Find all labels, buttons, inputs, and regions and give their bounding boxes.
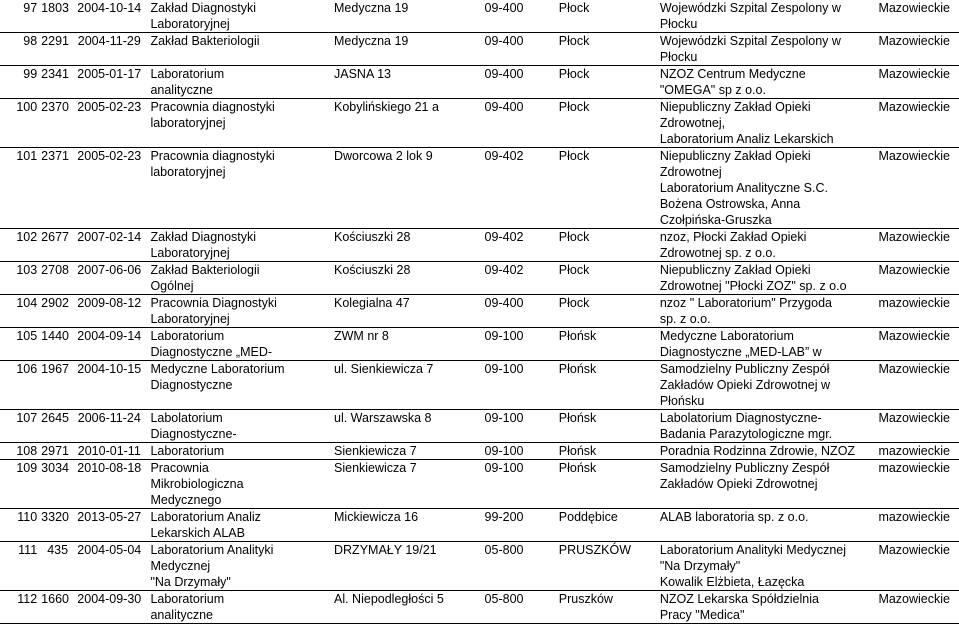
table-row xyxy=(0,99,959,148)
voivodeship-cell: mazowieckie xyxy=(876,295,959,328)
registry-id-cell: 3320 xyxy=(39,509,70,542)
voivodeship-cell: mazowieckie xyxy=(876,443,959,460)
voivodeship-cell: Mazowieckie xyxy=(876,361,959,410)
table-row xyxy=(0,410,959,443)
registry-id-cell: 1440 xyxy=(39,328,70,361)
registry-id-cell: 3034 xyxy=(39,460,70,509)
address-cell: Sienkiewicza 7 xyxy=(332,443,483,460)
lab-name-cell: Laboratorium analityczne xyxy=(148,66,332,99)
registry-id-cell: 2370 xyxy=(39,99,70,148)
organization-cell: Labolatorium Diagnostyczne- Badania Parazytologiczne mgr. xyxy=(658,410,877,443)
city-cell: Płock xyxy=(557,229,658,262)
voivodeship-cell: mazowieckie xyxy=(876,509,959,542)
row-number-cell: 101 xyxy=(0,148,39,229)
postal-code-cell: 09-100 xyxy=(483,460,557,509)
address-cell: Kościuszki 28 xyxy=(332,229,483,262)
date-cell: 2005-02-23 xyxy=(70,99,148,148)
voivodeship-cell: Mazowieckie xyxy=(876,262,959,295)
address-cell: JASNA 13 xyxy=(332,66,483,99)
city-cell: Płońsk xyxy=(557,443,658,460)
date-cell: 2009-08-12 xyxy=(70,295,148,328)
registry-id-cell: 2708 xyxy=(39,262,70,295)
table-row xyxy=(0,66,959,99)
lab-name-cell: Laboratorium Diagnostyczne „MED- xyxy=(148,328,332,361)
table-row xyxy=(0,460,959,509)
lab-name-cell: Zakład Diagnostyki Laboratoryjnej xyxy=(148,0,332,33)
row-number-cell: 98 xyxy=(0,33,39,66)
date-cell: 2006-11-24 xyxy=(70,410,148,443)
date-cell: 2004-10-15 xyxy=(70,361,148,410)
lab-name-cell: Pracownia Diagnostyki Laboratoryjnej xyxy=(148,295,332,328)
voivodeship-cell: Mazowieckie xyxy=(876,328,959,361)
voivodeship-cell: Mazowieckie xyxy=(876,542,959,591)
lab-name-cell: Pracownia diagnostyki laboratoryjnej xyxy=(148,148,332,229)
lab-name-cell: Pracownia Mikrobiologiczna Medycznego xyxy=(148,460,332,509)
date-cell: 2007-02-14 xyxy=(70,229,148,262)
row-number-cell: 103 xyxy=(0,262,39,295)
row-number-cell: 105 xyxy=(0,328,39,361)
address-cell: Sienkiewicza 7 xyxy=(332,460,483,509)
city-cell: Poddębice xyxy=(557,509,658,542)
organization-cell: Laboratorium Analityki Medycznej "Na Drzymały" Kowalik Elżbieta, Łazęcka xyxy=(658,542,877,591)
registry-id-cell: 435 xyxy=(39,542,70,591)
postal-code-cell: 09-400 xyxy=(483,99,557,148)
address-cell: Medyczna 19 xyxy=(332,0,483,33)
postal-code-cell: 09-400 xyxy=(483,295,557,328)
table-row xyxy=(0,0,959,33)
city-cell: Płońsk xyxy=(557,460,658,509)
city-cell: Płock xyxy=(557,262,658,295)
postal-code-cell: 09-100 xyxy=(483,443,557,460)
registry-id-cell: 2677 xyxy=(39,229,70,262)
date-cell: 2004-09-14 xyxy=(70,328,148,361)
registry-id-cell: 2645 xyxy=(39,410,70,443)
city-cell: Płock xyxy=(557,66,658,99)
lab-name-cell: Zakład Bakteriologii xyxy=(148,33,332,66)
date-cell: 2004-10-14 xyxy=(70,0,148,33)
address-cell: Medyczna 19 xyxy=(332,33,483,66)
table-row xyxy=(0,361,959,410)
address-cell: DRZYMAŁY 19/21 xyxy=(332,542,483,591)
organization-cell: Poradnia Rodzinna Zdrowie, NZOZ xyxy=(658,443,877,460)
address-cell: Kolegialna 47 xyxy=(332,295,483,328)
voivodeship-cell: Mazowieckie xyxy=(876,66,959,99)
address-cell: Kobylińskiego 21 a xyxy=(332,99,483,148)
address-cell: Kościuszki 28 xyxy=(332,262,483,295)
lab-name-cell: Laboratorium Analiz Lekarskich ALAB xyxy=(148,509,332,542)
table-row xyxy=(0,148,959,229)
lab-name-cell: Medyczne Laboratorium Diagnostyczne xyxy=(148,361,332,410)
postal-code-cell: 09-400 xyxy=(483,33,557,66)
table-row xyxy=(0,295,959,328)
lab-name-cell: Zakład Bakteriologii Ogólnej xyxy=(148,262,332,295)
postal-code-cell: 05-800 xyxy=(483,542,557,591)
city-cell: Płock xyxy=(557,33,658,66)
date-cell: 2004-11-29 xyxy=(70,33,148,66)
lab-name-cell: Labolatorium Diagnostyczne- xyxy=(148,410,332,443)
row-number-cell: 106 xyxy=(0,361,39,410)
row-number-cell: 97 xyxy=(0,0,39,33)
lab-name-cell: Zakład Diagnostyki Laboratoryjnej xyxy=(148,229,332,262)
city-cell: Płońsk xyxy=(557,328,658,361)
table-row xyxy=(0,262,959,295)
voivodeship-cell: Mazowieckie xyxy=(876,148,959,229)
table-row xyxy=(0,328,959,361)
lab-name-cell: Pracownia diagnostyki laboratoryjnej xyxy=(148,99,332,148)
organization-cell: NZOZ Lekarska Spółdzielnia Pracy "Medica" xyxy=(658,591,877,624)
registry-id-cell: 2971 xyxy=(41,444,69,458)
voivodeship-cell: Mazowieckie xyxy=(876,229,959,262)
row-number-cell: 111 xyxy=(0,542,39,591)
row-number-cell: 112 xyxy=(0,591,39,624)
address-cell: Dworcowa 2 lok 9 xyxy=(332,148,483,229)
voivodeship-cell: Mazowieckie xyxy=(876,591,959,624)
date-cell: 2004-05-04 xyxy=(70,542,148,591)
registry-id-cell: 1660 xyxy=(39,591,70,624)
registry-id-cell: 2371 xyxy=(39,148,70,229)
date-cell: 2005-01-17 xyxy=(70,66,148,99)
row-number-cell: 107 xyxy=(0,410,39,443)
organization-cell: Samodzielny Publiczny Zespół Zakładów Opieki Zdrowotnej xyxy=(658,460,877,509)
voivodeship-cell: mazowieckie xyxy=(876,460,959,509)
organization-cell: Niepubliczny Zakład Opieki Zdrowotnej "Płocki ZOZ" sp. z o.o xyxy=(658,262,877,295)
table-row xyxy=(0,591,959,624)
postal-code-cell: 05-800 xyxy=(483,591,557,624)
row-number-cell: 109 xyxy=(0,460,39,509)
postal-code-cell: 99-200 xyxy=(483,509,557,542)
organization-cell: ALAB laboratoria sp. z o.o. xyxy=(658,509,877,542)
table-row xyxy=(0,33,959,66)
registry-id-cell: 1803 xyxy=(39,0,70,33)
voivodeship-cell: Mazowieckie xyxy=(876,99,959,148)
organization-cell: Samodzielny Publiczny Zespół Zakładów Opieki Zdrowotnej w Płońsku xyxy=(658,361,877,410)
organization-cell: Niepubliczny Zakład Opieki Zdrowotnej, Laboratorium Analiz Lekarskich xyxy=(658,99,877,148)
date-cell: 2010-01-11 xyxy=(70,443,148,460)
lab-name-cell: Laboratorium Analityki Medycznej "Na Drzymały" xyxy=(148,542,332,591)
registry-id-cell: 2341 xyxy=(39,66,70,99)
city-cell: Płock xyxy=(557,295,658,328)
voivodeship-cell: Mazowieckie xyxy=(876,0,959,33)
lab-name-cell: Laboratorium analityczne xyxy=(148,591,332,624)
row-number-cell: 100 xyxy=(0,99,39,148)
date-cell: 2013-05-27 xyxy=(70,509,148,542)
row-number-cell: 108 xyxy=(0,443,39,460)
city-cell: Płock xyxy=(557,148,658,229)
table-row xyxy=(0,443,959,460)
date-cell: 2010-08-18 xyxy=(70,460,148,509)
organization-cell: nzoz, Płocki Zakład Opieki Zdrowotnej sp. z o.o. xyxy=(658,229,877,262)
lab-name-cell: Laboratorium xyxy=(148,443,332,460)
city-cell: Pruszków xyxy=(557,591,658,624)
postal-code-cell: 09-100 xyxy=(483,328,557,361)
address-cell: ZWM nr 8 xyxy=(332,328,483,361)
address-cell: Mickiewicza 16 xyxy=(332,509,483,542)
postal-code-cell: 09-402 xyxy=(483,229,557,262)
table-row xyxy=(0,229,959,262)
postal-code-cell: 09-100 xyxy=(483,361,557,410)
row-number-cell: 110 xyxy=(0,509,39,542)
row-number-cell: 99 xyxy=(0,66,39,99)
date-cell: 2004-09-30 xyxy=(70,591,148,624)
table-row xyxy=(0,542,959,591)
organization-cell: nzoz " Laboratorium" Przygoda sp. z o.o. xyxy=(658,295,877,328)
row-number-cell: 102 xyxy=(0,229,39,262)
organization-cell: Wojewódzki Szpital Zespolony w Płocku xyxy=(658,0,877,33)
registry-id-cell: 1967 xyxy=(39,361,70,410)
city-cell: Płońsk xyxy=(557,361,658,410)
city-cell: Płońsk xyxy=(557,410,658,443)
voivodeship-cell: Mazowieckie xyxy=(876,33,959,66)
address-cell: Al. Niepodległości 5 xyxy=(332,591,483,624)
address-cell: ul. Sienkiewicza 7 xyxy=(332,361,483,410)
registry-id-cell: 2902 xyxy=(39,295,70,328)
row-number-cell: 104 xyxy=(0,295,39,328)
city-cell: PRUSZKÓW xyxy=(557,542,658,591)
registry-id-cell: 2291 xyxy=(39,33,70,66)
postal-code-cell: 09-402 xyxy=(483,148,557,229)
organization-cell: Wojewódzki Szpital Zespolony w Płocku xyxy=(658,33,877,66)
address-cell: ul. Warszawska 8 xyxy=(332,410,483,443)
organization-cell: Niepubliczny Zakład Opieki Zdrowotnej Laboratorium Analityczne S.C. Bożena Ostrowska, Anna Czołpińska-Gruszka xyxy=(658,148,877,229)
city-cell: Płock xyxy=(557,0,658,33)
postal-code-cell: 09-402 xyxy=(483,262,557,295)
postal-code-cell: 09-400 xyxy=(483,66,557,99)
city-cell: Płock xyxy=(557,99,658,148)
voivodeship-cell: Mazowieckie xyxy=(876,410,959,443)
table-row xyxy=(0,509,959,542)
date-cell: 2005-02-23 xyxy=(70,148,148,229)
organization-cell: Medyczne Laboratorium Diagnostyczne „MED-LAB” w xyxy=(658,328,877,361)
postal-code-cell: 09-100 xyxy=(483,410,557,443)
organization-cell: NZOZ Centrum Medyczne "OMEGA" sp z o.o. xyxy=(658,66,877,99)
date-cell: 2007-06-06 xyxy=(70,262,148,295)
postal-code-cell: 09-400 xyxy=(483,0,557,33)
